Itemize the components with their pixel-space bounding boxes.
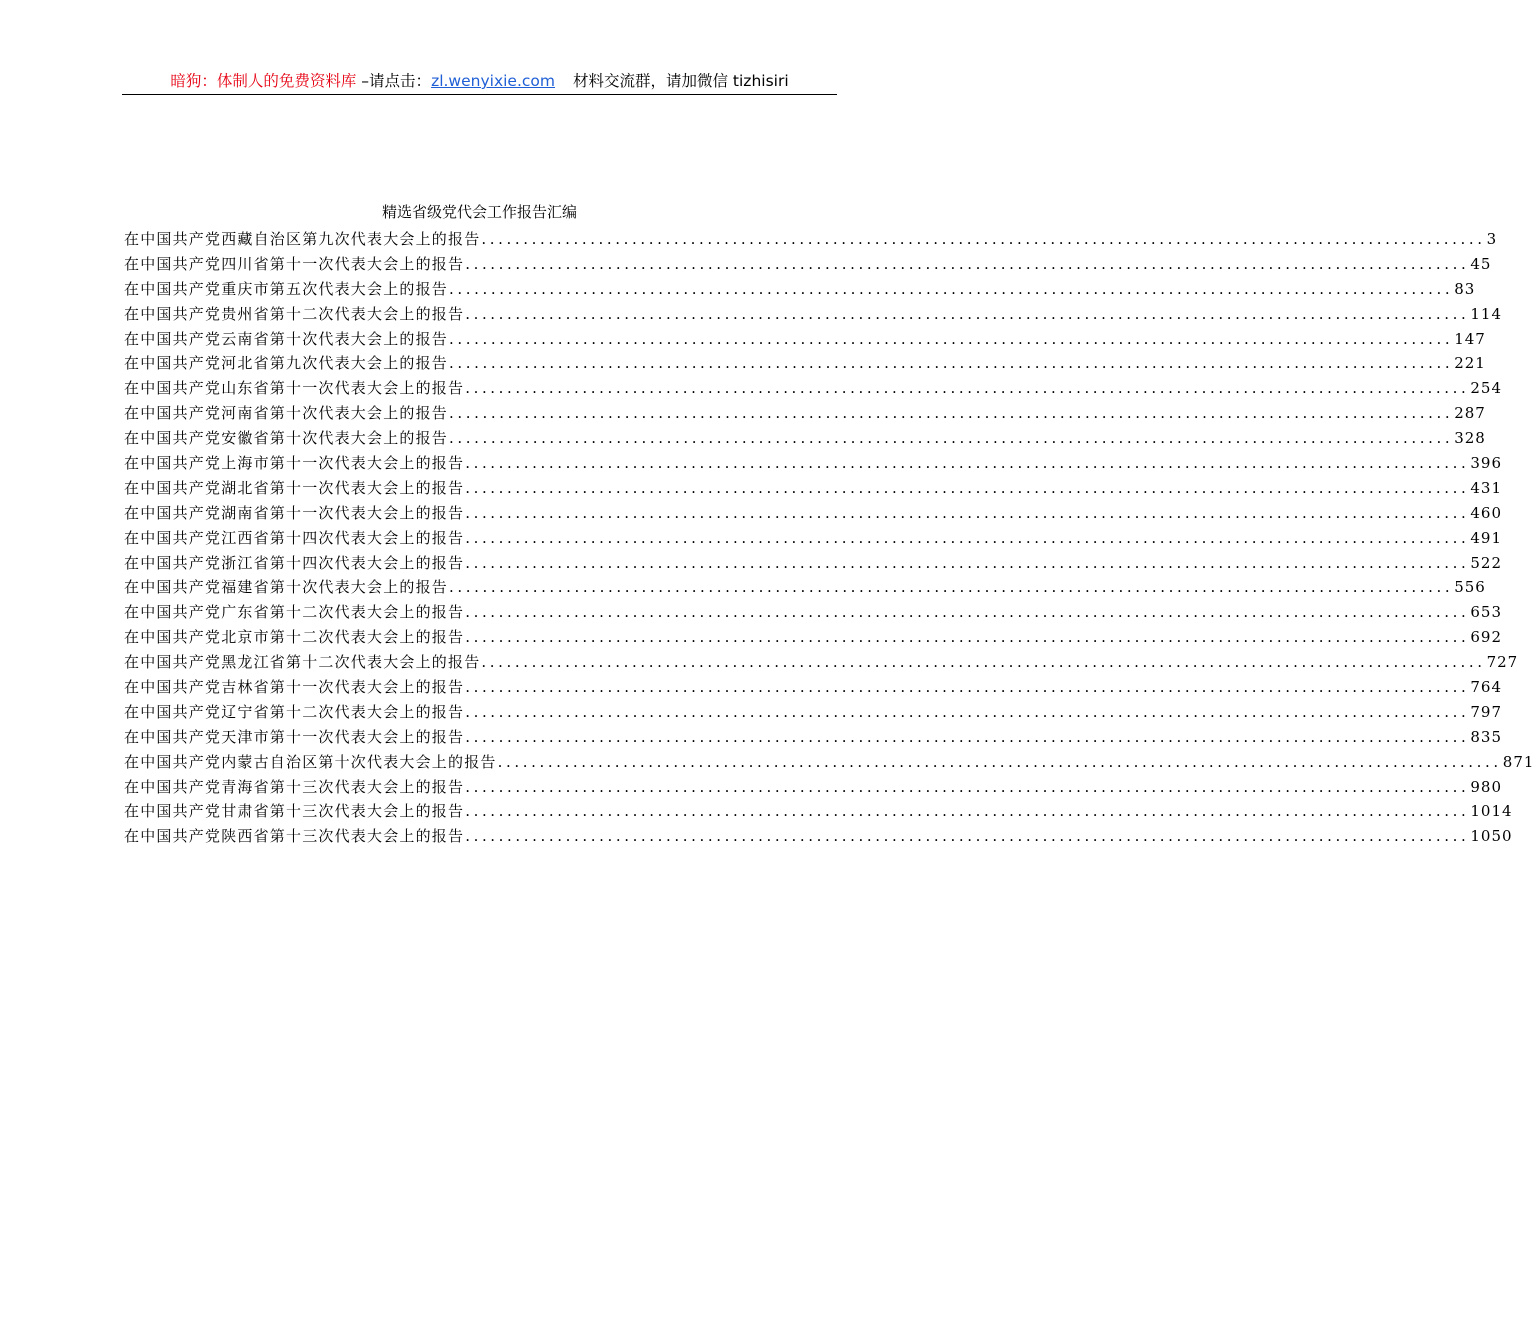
toc-entry-title: 在中国共产党福建省第十次代表大会上的报告: [124, 578, 449, 597]
toc-entry-title: 在中国共产党山东省第十一次代表大会上的报告: [124, 379, 465, 398]
toc-entry-title: 在中国共产党西藏自治区第九次代表大会上的报告: [124, 230, 481, 248]
toc-entry[interactable]: [124, 725, 1503, 750]
toc-dot-leader: ........................................................................................................................: [465, 528, 1470, 547]
toc-entry[interactable]: [124, 799, 1513, 824]
toc-entry[interactable]: [124, 476, 1503, 501]
toc-entry-title: 在中国共产党辽宁省第十二次代表大会上的报告: [124, 702, 465, 721]
toc-entry[interactable]: [124, 775, 1503, 800]
toc-entry-title: 在中国共产党河北省第九次代表大会上的报告: [124, 354, 449, 373]
toc-entry[interactable]: [124, 650, 1519, 675]
toc-entry-page: 653: [1470, 603, 1503, 622]
toc-entry[interactable]: [124, 302, 1503, 327]
toc-entry-title: 在中国共产党北京市第十二次代表大会上的报告: [124, 628, 465, 647]
toc-entry-page: 835: [1470, 727, 1503, 746]
toc-entry-title: 在中国共产党云南省第十次代表大会上的报告: [124, 329, 449, 348]
toc-entry[interactable]: [124, 451, 1503, 476]
toc-entry-page: 491: [1470, 528, 1503, 547]
toc-dot-leader: ........................................................................................................................: [449, 429, 1454, 448]
toc-entry[interactable]: [124, 750, 1534, 775]
toc-entry-title: 在中国共产党湖北省第十一次代表大会上的报告: [124, 478, 465, 497]
toc-entry-title: 在中国共产党甘肃省第十三次代表大会上的报告: [124, 802, 465, 821]
toc-entry[interactable]: [124, 277, 1476, 302]
toc-entry[interactable]: [124, 327, 1486, 352]
toc-entry[interactable]: [124, 600, 1503, 625]
toc-dot-leader: ........................................................................................................................: [449, 329, 1454, 348]
toc-entry[interactable]: [124, 526, 1503, 551]
toc-entry-title: 在中国共产党贵州省第十二次代表大会上的报告: [124, 304, 465, 323]
toc-entry-title: 在中国共产党河南省第十次代表大会上的报告: [124, 404, 449, 423]
toc-dot-leader: ........................................................................................................................: [449, 578, 1454, 597]
toc-entry-page: 147: [1454, 329, 1486, 348]
toc-dot-leader: ........................................................................................................................: [465, 304, 1470, 323]
toc-entry-title: 在中国共产党陕西省第十三次代表大会上的报告: [124, 827, 465, 846]
toc-entry[interactable]: [124, 376, 1503, 401]
page-header: [122, 68, 837, 95]
toc-entry-page: 556: [1454, 578, 1486, 597]
toc-dot-leader: ........................................................................................................................: [465, 254, 1470, 273]
toc-entry[interactable]: [124, 675, 1503, 700]
toc-dot-leader: ........................................................................................................................: [497, 752, 1502, 771]
header-click-prompt: –请点击：: [356, 72, 432, 90]
toc-entry[interactable]: [124, 401, 1486, 426]
toc-entry-page: 114: [1470, 304, 1503, 323]
toc-entry-title: 在中国共产党天津市第十一次代表大会上的报告: [124, 727, 465, 746]
toc-dot-leader: ........................................................................................................................: [465, 603, 1470, 622]
toc-entry[interactable]: [124, 351, 1486, 376]
toc-entry-title: 在中国共产党上海市第十一次代表大会上的报告: [124, 454, 465, 473]
toc-dot-leader: ........................................................................................................................: [465, 802, 1470, 821]
toc-entry-page: 460: [1470, 503, 1503, 522]
toc-entry-title: 在中国共产党黑龙江省第十二次代表大会上的报告: [124, 653, 481, 672]
toc-entry-page: 980: [1470, 777, 1503, 796]
toc-entry-page: 692: [1470, 628, 1503, 647]
toc-entry[interactable]: [124, 227, 1498, 252]
toc-entry-title: 在中国共产党江西省第十四次代表大会上的报告: [124, 528, 465, 547]
toc-entry-page: 45: [1470, 254, 1492, 273]
header-link[interactable]: zl.wenyixie.com: [431, 72, 555, 90]
toc-entry-title: 在中国共产党安徽省第十次代表大会上的报告: [124, 429, 449, 448]
toc-entry-page: 221: [1454, 354, 1486, 373]
toc-dot-leader: ........................................................................................................................: [465, 678, 1470, 697]
header-brand: 暗狗：体制人的免费资料库: [170, 72, 357, 90]
toc-entry-page: 328: [1454, 429, 1486, 448]
toc-entry[interactable]: [124, 700, 1503, 725]
toc-entry[interactable]: [124, 501, 1503, 526]
toc-entry[interactable]: [124, 551, 1503, 576]
header-wechat-note: 材料交流群，请加微信 tizhisiri: [573, 72, 789, 90]
toc-dot-leader: ........................................................................................................................: [465, 553, 1470, 572]
toc-entry-title: 在中国共产党吉林省第十一次代表大会上的报告: [124, 678, 465, 697]
toc-dot-leader: ........................................................................................................................: [481, 653, 1486, 672]
toc-entry-page: 287: [1454, 404, 1486, 423]
toc-dot-leader: ........................................................................................................................: [449, 279, 1454, 298]
toc-entry-page: 522: [1470, 553, 1503, 572]
toc-entry-page: 3: [1486, 230, 1498, 248]
toc-dot-leader: ........................................................................................................................: [465, 777, 1470, 796]
toc-entry-title: 在中国共产党四川省第十一次代表大会上的报告: [124, 254, 465, 273]
toc-dot-leader: ........................................................................................................................: [449, 354, 1454, 373]
document-title: 精选省级党代会工作报告汇编: [381, 203, 577, 221]
toc-dot-leader: ........................................................................................................................: [465, 727, 1470, 746]
toc-entry-page: 871: [1502, 752, 1534, 771]
toc-dot-leader: ........................................................................................................................: [465, 503, 1470, 522]
toc-entry-page: 727: [1486, 653, 1519, 672]
toc-entry-page: 396: [1470, 454, 1503, 473]
toc-dot-leader: ........................................................................................................................: [465, 379, 1470, 398]
toc-entry-title: 在中国共产党湖南省第十一次代表大会上的报告: [124, 503, 465, 522]
toc-dot-leader: ........................................................................................................................: [465, 628, 1470, 647]
toc-entry[interactable]: [124, 426, 1486, 451]
toc-entry-title: 在中国共产党内蒙古自治区第十次代表大会上的报告: [124, 752, 497, 771]
toc-entry[interactable]: [124, 252, 1492, 277]
toc-entry-title: 在中国共产党浙江省第十四次代表大会上的报告: [124, 553, 465, 572]
toc-entry-page: 1014: [1470, 802, 1513, 821]
toc-dot-leader: ........................................................................................................................: [481, 230, 1486, 248]
toc-entry-page: 764: [1470, 678, 1503, 697]
toc-entry-title: 在中国共产党重庆市第五次代表大会上的报告: [124, 279, 449, 298]
toc-dot-leader: ........................................................................................................................: [465, 702, 1470, 721]
toc-dot-leader: ........................................................................................................................: [465, 827, 1470, 846]
toc-entry-page: 254: [1470, 379, 1503, 398]
toc-entry-title: 在中国共产党青海省第十三次代表大会上的报告: [124, 777, 465, 796]
toc-entry[interactable]: [124, 575, 1486, 600]
table-of-contents: [124, 227, 1534, 849]
toc-entry-page: 797: [1470, 702, 1503, 721]
toc-entry-page: 431: [1470, 478, 1503, 497]
toc-entry-page: 83: [1454, 279, 1476, 298]
toc-entry[interactable]: [124, 824, 1513, 849]
toc-dot-leader: ........................................................................................................................: [465, 478, 1470, 497]
toc-entry-title: 在中国共产党广东省第十二次代表大会上的报告: [124, 603, 465, 622]
toc-dot-leader: ........................................................................................................................: [465, 454, 1470, 473]
toc-entry-page: 1050: [1470, 827, 1513, 846]
toc-entry[interactable]: [124, 625, 1503, 650]
toc-dot-leader: ........................................................................................................................: [449, 404, 1454, 423]
